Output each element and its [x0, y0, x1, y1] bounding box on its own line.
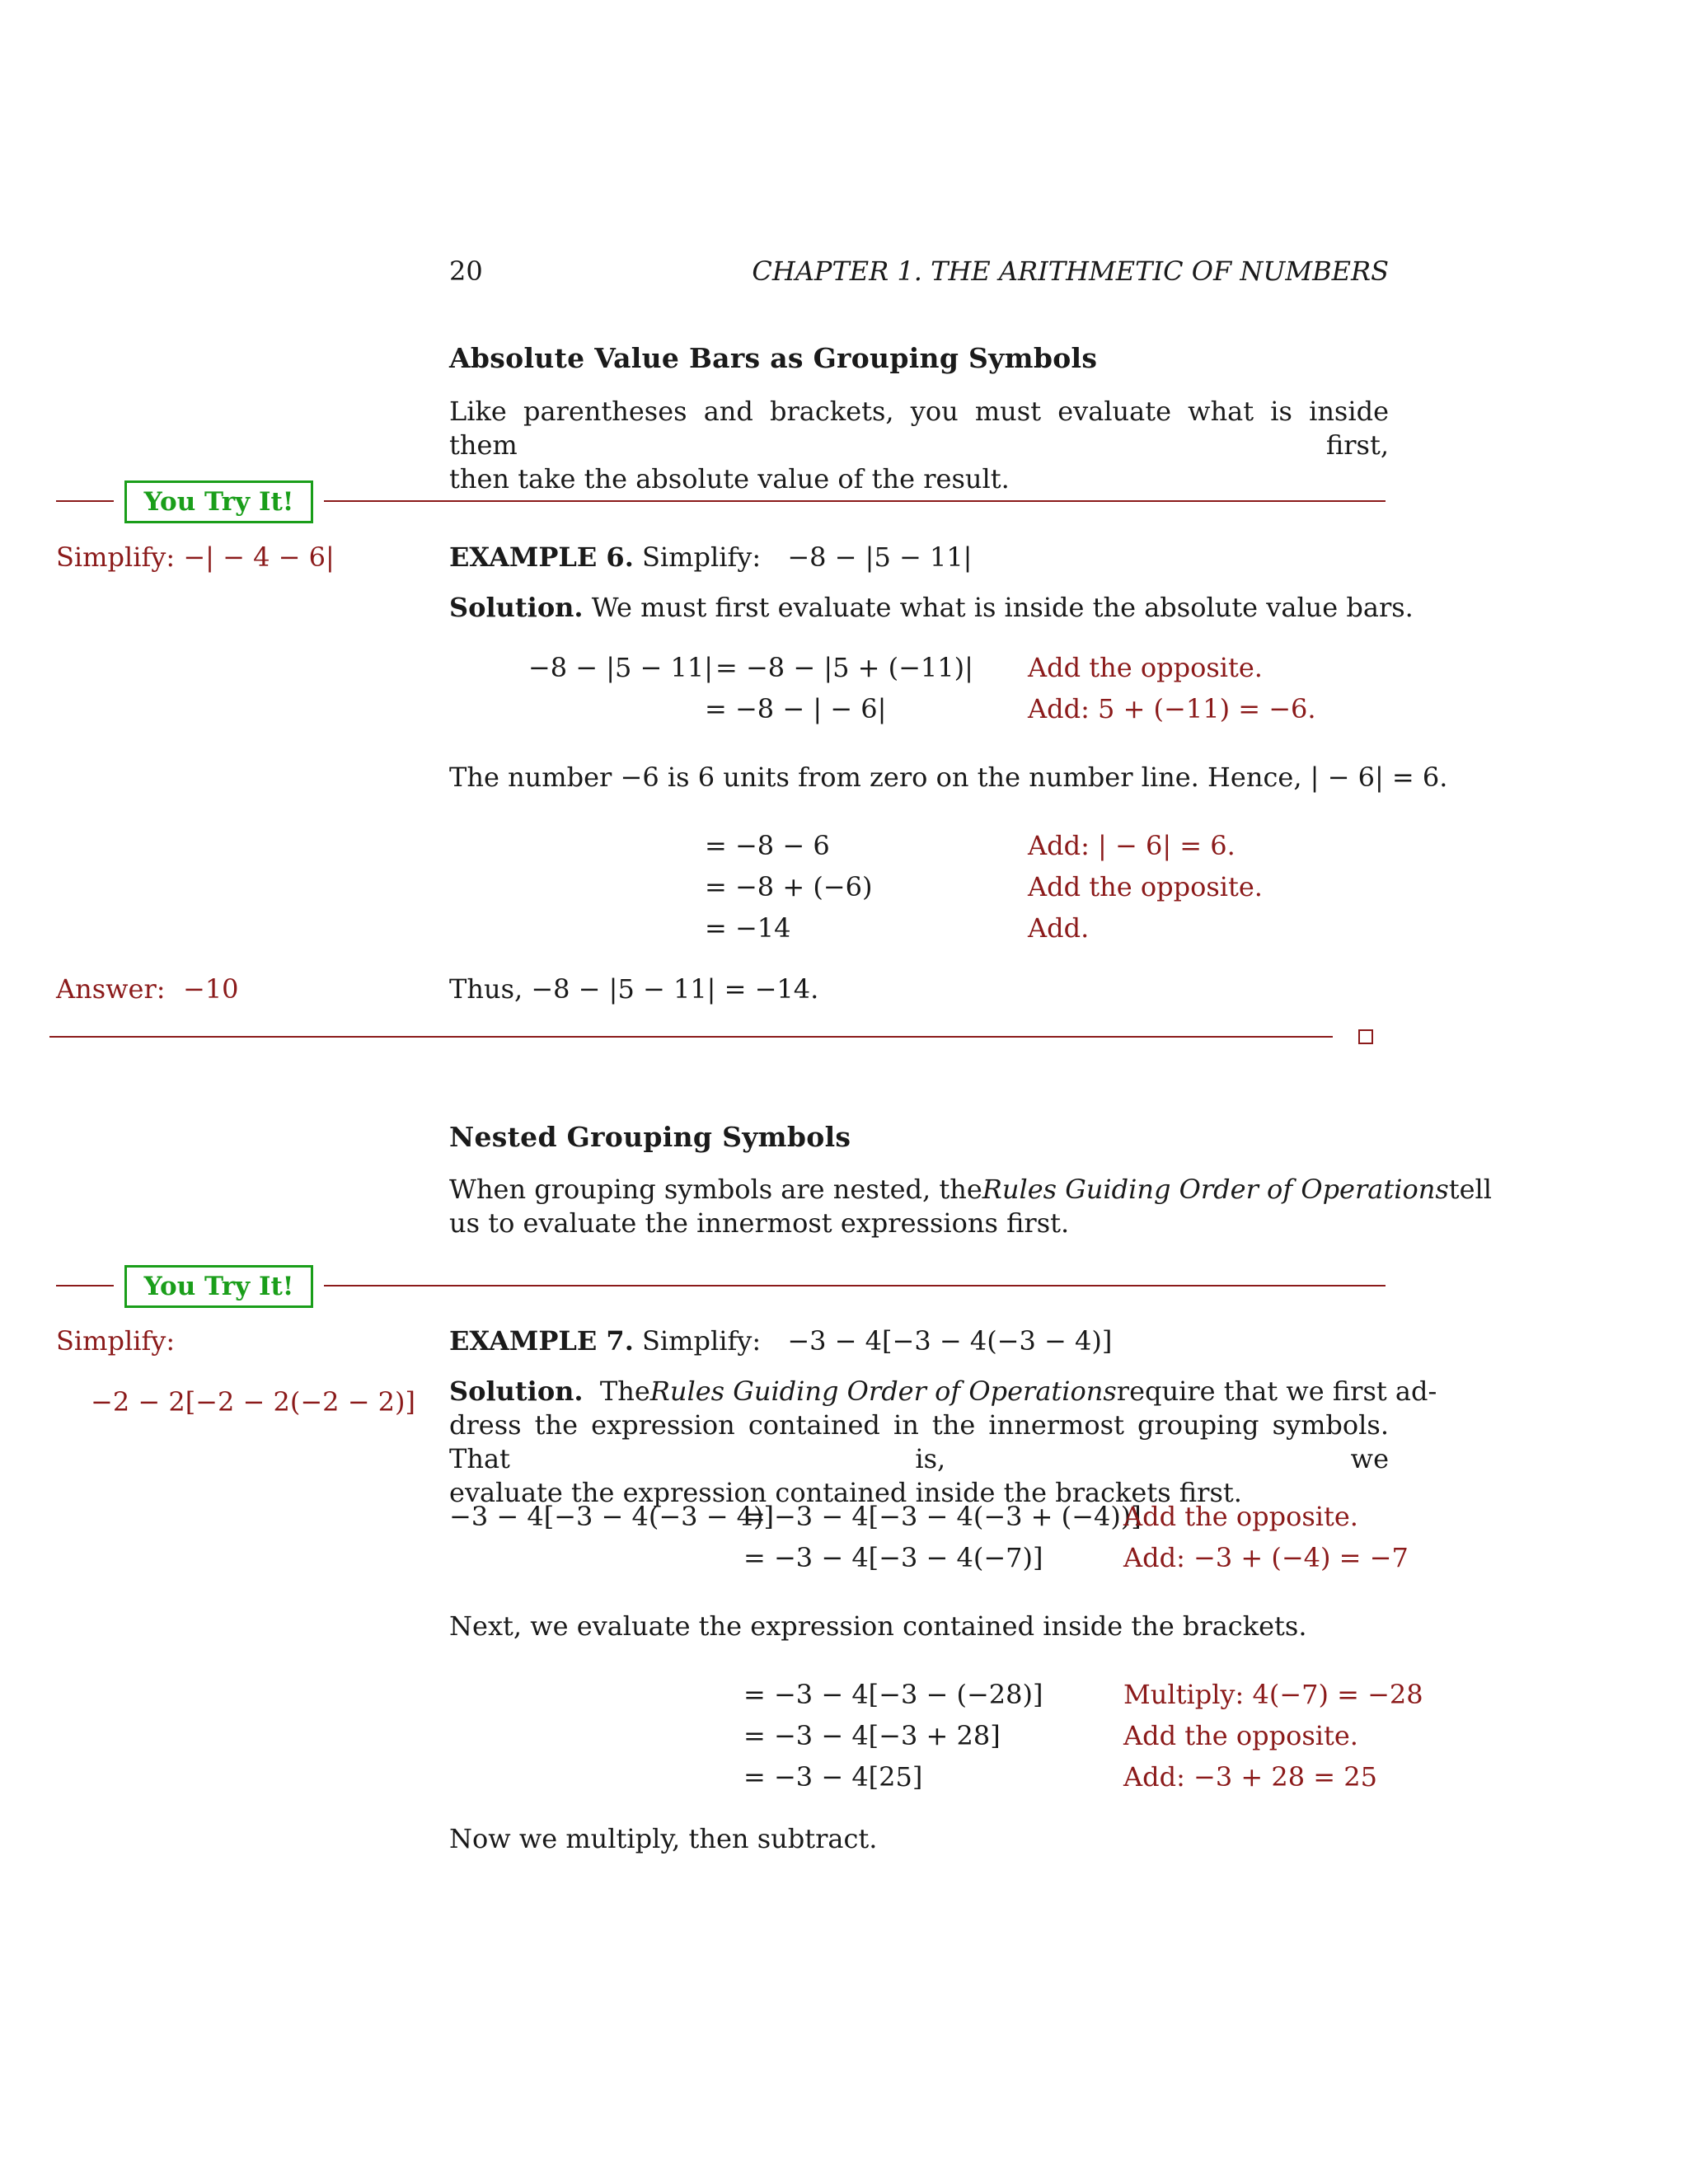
solution-italic-segment: Rules Guiding Order of Operations	[649, 1376, 1117, 1407]
example-prompt: Simplify:	[642, 541, 762, 573]
step-rhs: = −3 − 4[−3 − 4(−7)]	[743, 1542, 1043, 1573]
example-prompt: Simplify:	[642, 1325, 762, 1357]
divider-rule	[56, 500, 114, 502]
step-rhs: = −3 − 4[−3 − (−28)]	[743, 1679, 1043, 1710]
step-rhs: = −3 − 4[25]	[743, 1761, 923, 1793]
paragraph-segment: When grouping symbols are nested, the	[449, 1174, 982, 1205]
step-note: Add.	[1028, 912, 1090, 944]
step-note: Add: | − 6| = 6.	[1028, 830, 1236, 861]
step-note: Add: −3 + 28 = 25	[1123, 1761, 1377, 1793]
step-lhs: −8 − |5 − 11|	[528, 652, 713, 683]
section-heading-nested: Nested Grouping Symbols	[449, 1121, 851, 1153]
step-note: Add the opposite.	[1123, 1720, 1358, 1751]
solution-line	[449, 1375, 1437, 1408]
step-rhs: = −8 − 6	[705, 830, 830, 861]
step-rhs: = −3 − 4[−3 + 28]	[743, 1720, 1001, 1751]
step-rhs: = −8 + (−6)	[705, 871, 873, 902]
solution-label: Solution.	[449, 1376, 584, 1407]
try-it-simplify: Simplify: −| − 4 − 6|	[56, 541, 335, 573]
solution-line: evaluate the expression contained inside the brackets first.	[449, 1477, 1242, 1508]
try-it-simplify: Simplify:	[56, 1325, 176, 1357]
divider-rule	[324, 500, 1386, 502]
example-6-heading	[449, 541, 972, 574]
divider-rule	[324, 1285, 1386, 1286]
answer-label: Answer:	[56, 973, 166, 1005]
example-label: EXAMPLE 7.	[449, 1325, 634, 1357]
step-note: Add the opposite.	[1028, 871, 1263, 902]
step-rhs: = −8 − | − 6|	[705, 693, 887, 724]
step-rhs: = −3 − 4[−3 − 4(−3 + (−4))]	[743, 1501, 1142, 1532]
step-note: Add the opposite.	[1123, 1501, 1358, 1532]
step-note: Add: −3 + (−4) = −7	[1123, 1542, 1409, 1573]
solution-segment: require that we first ad-	[1116, 1376, 1437, 1407]
step-note: Multiply: 4(−7) = −28	[1123, 1679, 1423, 1710]
paragraph-line: then take the absolute value of the result.	[449, 463, 1010, 494]
conclusion-text: Thus, −8 − |5 − 11| = −14.	[449, 973, 819, 1005]
page-number: 20	[449, 255, 483, 287]
divider-rule	[49, 1036, 1333, 1038]
explanation-text: The number −6 is 6 units from zero on the number line. Hence, | − 6| = 6.	[449, 762, 1448, 793]
solution-line: dress the expression contained in the innermost grouping symbols. That is, we	[449, 1409, 1389, 1474]
closing-text: Now we multiply, then subtract.	[449, 1823, 878, 1854]
example-expression: −8 − |5 − 11|	[787, 541, 973, 573]
try-it-expression: −2 − 2[−2 − 2(−2 − 2)]	[91, 1386, 415, 1418]
solution-segment: The	[599, 1376, 650, 1407]
step-rhs: = −8 − |5 + (−11)|	[715, 652, 973, 683]
divider-rule	[56, 1285, 114, 1286]
step-note: Add: 5 + (−11) = −6.	[1028, 693, 1316, 724]
paragraph-line: us to evaluate the innermost expressions first.	[449, 1207, 1070, 1239]
you-try-it-box: You Try It!	[124, 1265, 313, 1308]
qed-square-icon	[1358, 1029, 1373, 1044]
example-7-heading	[449, 1324, 1112, 1358]
step-rhs: = −14	[705, 912, 791, 944]
solution-intro	[449, 591, 1414, 625]
solution-text: We must first evaluate what is inside the absolute value bars.	[591, 592, 1414, 623]
example-expression: −3 − 4[−3 − 4(−3 − 4)]	[787, 1325, 1113, 1357]
paragraph-segment: tell	[1448, 1174, 1493, 1205]
paragraph-line	[449, 1173, 1493, 1207]
step-lhs: −3 − 4[−3 − 4(−3 − 4)]	[449, 1501, 774, 1532]
you-try-it-box: You Try It!	[124, 480, 313, 523]
example-label: EXAMPLE 6.	[449, 541, 634, 573]
solution-paragraph	[449, 1408, 1389, 1510]
section-heading-absolute-value: Absolute Value Bars as Grouping Symbols	[449, 342, 1098, 374]
explanation-text: Next, we evaluate the expression contained inside the brackets.	[449, 1610, 1307, 1642]
answer-value: −10	[183, 973, 239, 1005]
solution-segment	[449, 1375, 650, 1408]
paragraph-italic-segment: Rules Guiding Order of Operations	[982, 1174, 1449, 1205]
chapter-title: CHAPTER 1. THE ARITHMETIC OF NUMBERS	[752, 255, 1389, 287]
solution-label: Solution.	[449, 592, 584, 623]
step-note: Add the opposite.	[1028, 652, 1263, 683]
section-intro-paragraph	[449, 395, 1389, 496]
paragraph-line: Like parentheses and brackets, you must evaluate what is inside them first,	[449, 396, 1389, 461]
